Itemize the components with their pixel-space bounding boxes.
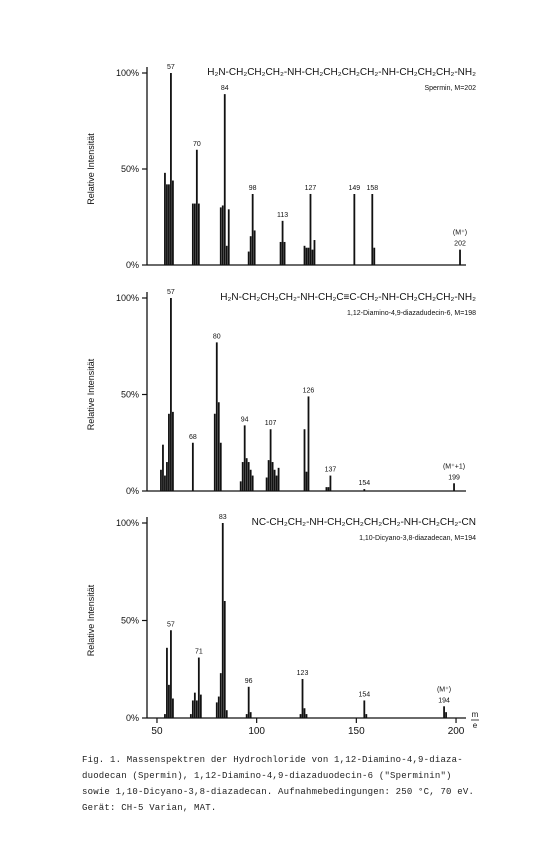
peak-label: (M⁺)	[452, 229, 468, 237]
spectrum-panel-2	[86, 289, 476, 496]
x-tick-label: 50	[151, 726, 163, 737]
peak-label: 57	[167, 289, 175, 296]
spectrum-panel-1	[86, 64, 476, 270]
peak-label: 202	[454, 240, 466, 248]
y-tick-label: 0%	[125, 260, 139, 270]
y-tick-label: 100%	[115, 518, 139, 528]
structural-formula: NC-CH₂CH₂-NH-CH₂CH₂CH₂CH₂-NH-CH₂CH₂-CN	[251, 517, 476, 528]
spectrum-panel-3	[86, 514, 479, 737]
y-tick-label: 0%	[125, 713, 139, 723]
y-tick-label: 0%	[125, 486, 139, 496]
peak-label: 57	[167, 64, 175, 71]
peak-label: 70	[192, 140, 201, 148]
structural-formula: H₂N-CH₂CH₂CH₂-NH-CH₂C≡C-CH₂-NH-CH₂CH₂CH₂-NH₂	[220, 292, 476, 303]
compound-name: 1,10-Dicyano-3,8-diazadecan, M=194	[359, 535, 476, 542]
compound-name: 1,12-Diamino-4,9-diazadudecin-6, M=198	[347, 310, 476, 317]
structural-formula: H₂N-CH₂CH₂CH₂-NH-CH₂CH₂CH₂CH₂-NH-CH₂CH₂CH₂-NH₂	[207, 67, 476, 78]
peak-label: (M⁺+1)	[442, 463, 466, 471]
peak-label: 80	[212, 333, 221, 341]
peak-label: 154	[358, 691, 371, 699]
peak-label: 194	[438, 697, 450, 705]
compound-name: Spermin, M=202	[424, 85, 476, 92]
caption-line-2: duodecan (Spermin), 1,12-Diamino-4,9-diazaduodecin-6 ("Sperminin")	[82, 771, 452, 781]
y-axis-title: Relative Intensität	[86, 133, 96, 205]
y-tick-label: 100%	[115, 68, 139, 78]
peak-label: 68	[188, 433, 197, 441]
peak-label: 84	[220, 85, 229, 93]
peak-label: 98	[248, 184, 257, 192]
y-tick-label: 100%	[115, 293, 139, 303]
peak-label: 94	[240, 416, 249, 424]
x-tick-label: 150	[348, 726, 365, 737]
x-unit-denominator: e	[472, 721, 478, 730]
peak-label: 57	[167, 621, 175, 629]
y-tick-label: 50%	[120, 389, 139, 400]
peak-label: 96	[244, 677, 253, 685]
peak-label: 83	[218, 514, 227, 521]
peak-label: 107	[264, 420, 277, 428]
caption-line-1: Fig. 1. Massenspektren der Hydrochloride von 1,12-Diamino-4,9-diaza-	[82, 755, 463, 765]
peak-label: 123	[296, 670, 309, 677]
peak-label: 154	[358, 480, 371, 488]
peak-label: 199	[448, 474, 460, 482]
peak-label: 113	[276, 211, 289, 219]
peak-label: 127	[304, 184, 317, 192]
x-unit-numerator: m	[471, 710, 479, 719]
x-tick-label: 200	[447, 726, 465, 737]
peak-label: 126	[302, 387, 315, 395]
caption-line-3: sowie 1,10-Dicyano-3,8-diazadecan. Aufnahmebedingungen: 250 °C, 70 eV.	[82, 787, 475, 797]
x-tick-label: 100	[248, 726, 265, 737]
peak-label: 137	[324, 466, 337, 474]
peak-label: 158	[366, 184, 379, 192]
y-axis-title: Relative Intensität	[86, 584, 96, 657]
y-tick-label: 50%	[120, 164, 139, 174]
caption-line-4: Gerät: CH-5 Varian, MAT.	[82, 803, 217, 813]
peak-label: 149	[348, 184, 361, 192]
y-axis-title: Relative Intensität	[86, 358, 96, 431]
peak-label: (M⁺)	[436, 686, 452, 694]
peak-label: 71	[194, 648, 203, 656]
y-tick-label: 50%	[120, 615, 139, 626]
figure-caption	[82, 752, 522, 816]
